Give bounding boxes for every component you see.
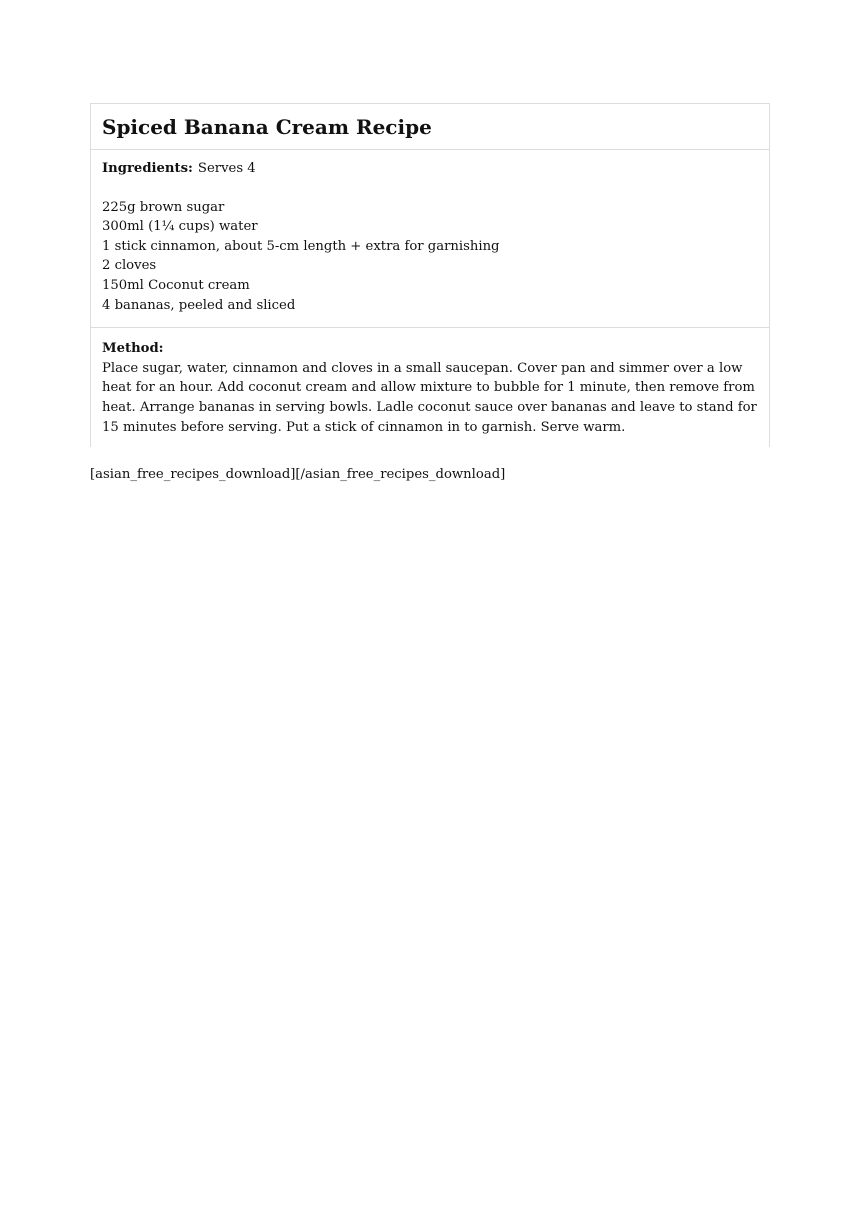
ingredient-item: 150ml Coconut cream [102,277,250,293]
method-label: Method: [102,341,164,357]
ingredient-item: 4 bananas, peeled and sliced [102,297,296,313]
recipe-title-row [91,104,769,150]
ingredients-section [91,150,769,328]
recipe-card [90,103,770,447]
download-shortcode: [asian_free_recipes_download][/asian_free_recipes_download] [90,467,506,482]
ingredients-list [102,198,758,316]
method-section [91,328,769,447]
ingredients-label: Ingredients: [102,161,193,176]
recipe-title: Spiced Banana Cream Recipe [102,115,432,139]
ingredient-item: 2 cloves [102,258,157,274]
ingredient-item: 1 stick cinnamon, about 5-cm length + extra for garnishing [102,238,500,254]
method-text: Place sugar, water, cinnamon and cloves in a small saucepan. Cover pan and simmer over a low heat for an hour. Add coconut cream and allow mixture to bubble for 1 minute, then remove from heat. Arrange bananas in serving bowls. Ladle coconut sauce over bananas and leave to stand for 15 minutes before serving. Put a stick of cinnamon in to garnish. Serve warm. [102,360,757,435]
ingredient-item: 300ml (1¼ cups) water [102,219,258,235]
ingredients-header [102,159,758,179]
ingredient-item: 225g brown sugar [102,199,225,215]
serves-text: Serves 4 [197,161,256,176]
